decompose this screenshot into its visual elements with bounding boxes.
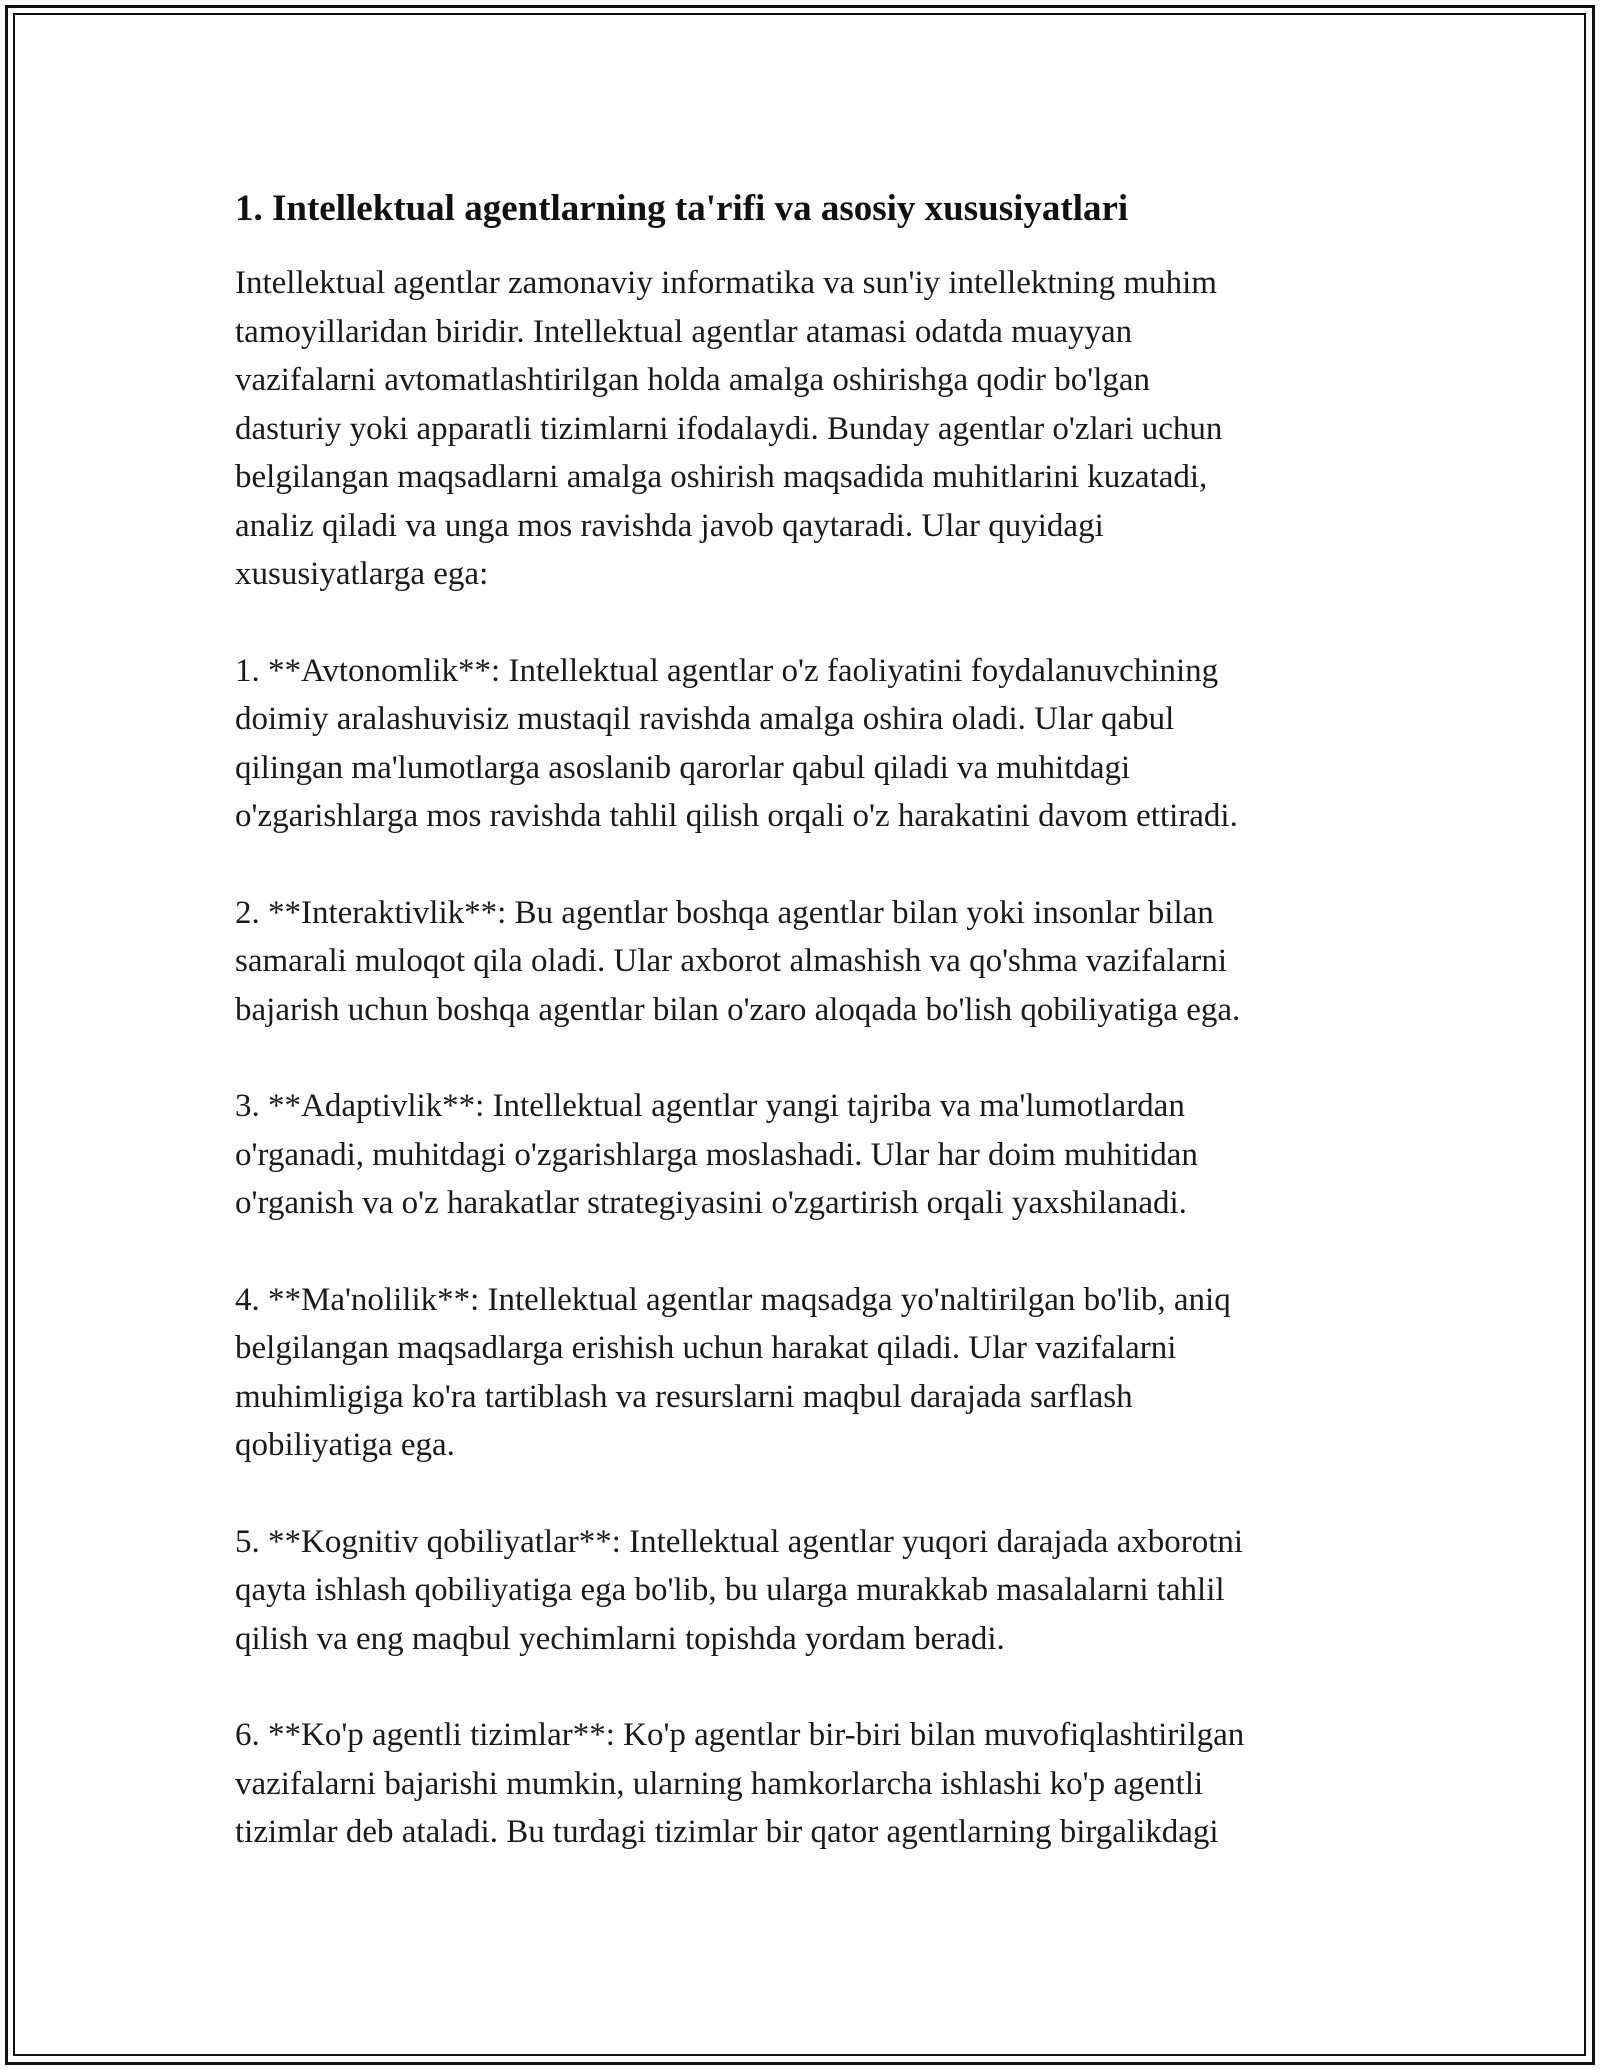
item-line: bajarish uchun boshqa agentlar bilan o'zaro aloqada bo'lish qobiliyatiga ega. [235,991,1241,1028]
item-line: 1. **Avtonomlik**: Intellektual agentlar o'z faoliyatini foydalanuvchining [235,652,1219,689]
item-line: 3. **Adaptivlik**: Intellektual agentlar yangi tajriba va ma'lumotlardan [235,1088,1185,1124]
item-line: tizimlar deb ataladi. Bu turdagi tizimlar bir qator agentlarning birgalikdagi [235,1814,1219,1850]
item-line: 4. **Ma'nolilik**: Intellektual agentlar maqsadga yo'naltirilgan bo'lib, aniq [235,1281,1231,1318]
item-line: belgilangan maqsadlarga erishish uchun harakat qiladi. Ular vazifalarni [235,1330,1177,1366]
item-line: muhimligiga ko'ra tartiblash va resurslarni maqbul darajada sarflash [235,1378,1133,1415]
intro-line: analiz qiladi va unga mos ravishda javob qaytaradi. Ular quyidagi [235,507,1104,544]
list-item-purposefulness [235,1276,1375,1470]
item-line: o'rganadi, muhitdagi o'zgarishlarga moslashadi. Ular har doim muhitidan [235,1136,1198,1173]
list-item-interactivity [235,889,1375,1035]
item-line: doimiy aralashuvisiz mustaqil ravishda amalga oshira oladi. Ular qabul [235,701,1175,737]
item-line: 5. **Kognitiv qobiliyatlar**: Intellektual agentlar yuqori darajada axborotni [235,1523,1244,1560]
document-body [235,183,1375,1905]
item-line: o'zgarishlarga mos ravishda tahlil qilish orqali o'z harakatini davom ettiradi. [235,798,1238,834]
list-item-multi-agent-systems [235,1711,1375,1857]
item-line: qayta ishlash qobiliyatiga ega bo'lib, bu ularga murakkab masalalarni tahlil [235,1572,1225,1608]
intro-paragraph [235,259,1375,599]
intro-line: tamoyillaridan biridir. Intellektual agentlar atamasi odatda muayyan [235,313,1133,350]
item-line: 2. **Interaktivlik**: Bu agentlar boshqa agentlar bilan yoki insonlar bilan [235,894,1214,931]
item-line: o'rganish va o'z harakatlar strategiyasini o'zgartirish orqali yaxshilanadi. [235,1185,1187,1221]
intro-line: belgilangan maqsadlarni amalga oshirish maqsadida muhitlarini kuzatadi, [235,459,1208,495]
item-line: vazifalarni bajarishi mumkin, ularning hamkorlarcha ishlashi ko'p agentli [235,1765,1204,1802]
intro-line: Intellektual agentlar zamonaviy informatika va sun'iy intellektning muhim [235,265,1217,301]
item-line: qilingan ma'lumotlarga asoslanib qarorlar qabul qiladi va muhitdagi [235,749,1131,786]
section-title: 1. Intellektual agentlarning ta'rifi va asosiy xususiyatlari [235,188,1129,229]
list-item-autonomy [235,647,1375,841]
intro-line: dasturiy yoki apparatli tizimlarni ifodalaydi. Bunday agentlar o'zlari uchun [235,410,1223,447]
item-line: qilish va eng maqbul yechimlarni topishda yordam beradi. [235,1620,1005,1657]
intro-line: vazifalarni avtomatlashtirilgan holda amalga oshirishga qodir bo'lgan [235,362,1151,398]
list-item-adaptivity [235,1082,1375,1228]
intro-line: xususiyatlarga ega: [235,556,489,592]
list-item-cognitive-abilities [235,1518,1375,1664]
item-line: 6. **Ko'p agentli tizimlar**: Ko'p agentlar bir-biri bilan muvofiqlashtirilgan [235,1717,1245,1753]
item-line: qobiliyatiga ega. [235,1427,455,1463]
item-line: samarali muloqot qila oladi. Ular axborot almashish va qo'shma vazifalarni [235,943,1227,979]
